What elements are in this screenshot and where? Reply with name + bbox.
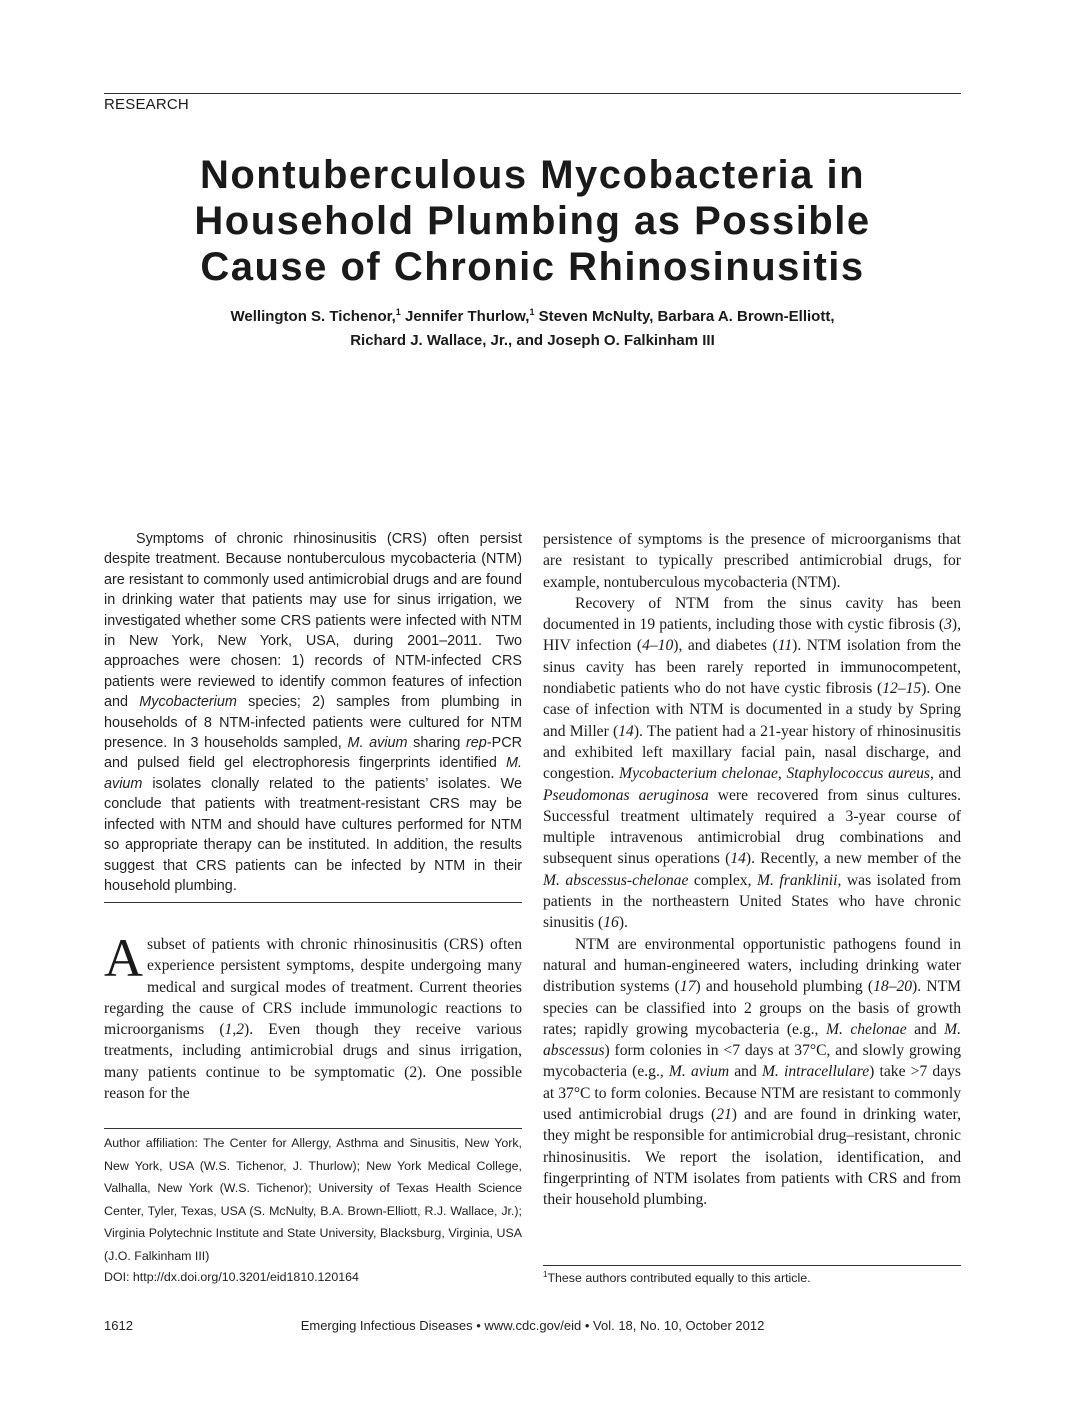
header-rule — [104, 93, 961, 94]
reference-link[interactable]: 12–15 — [882, 680, 922, 698]
doi-link[interactable]: DOI: http://dx.doi.org/10.3201/eid1810.120164 — [104, 1270, 359, 1284]
reference-link[interactable]: 2 — [236, 1021, 245, 1039]
author-affiliation: Author affiliation: The Center for Allergy, Asthma and Sinusitis, New York, New York, USA (W.S. Tichenor, J. Thurlow); New York Medical College, Valhalla, New York (W.S. Tichenor); University of Texas Health Science Center, Tyler, Texas, USA (S. McNulty, B.A. Brown-Elliott, R.J. Wallace, Jr.); Virginia Polytechnic Institute and State University, Blacksburg, Virginia, USA (J.O. Falkinham III) — [104, 1136, 522, 1263]
author-list — [104, 300, 961, 353]
reference-link[interactable]: 17 — [679, 978, 696, 996]
reference-link[interactable]: 16 — [603, 914, 619, 932]
title-line: Cause of Chronic Rhinosinusitis — [200, 245, 865, 289]
author-name: Jennifer Thurlow, — [400, 308, 530, 325]
body-right-column — [543, 529, 961, 1211]
title-line: Household Plumbing as Possible — [194, 199, 871, 243]
abstract-text: Symptoms of chronic rhinosinusitis (CRS) often persist despite treatment. Because nontuberculous mycobacteria (NTM) are resistant to commonly used antimicrobial drugs and are found in drinking water that patients may use for sinus irrigation, we investigated whether some CRS patients were infected with NTM in New York, New York, USA, during 2001–2011. Two approaches were chosen: 1) records of NTM-infected CRS patients were reviewed to identify common features of infection and Mycobacterium species; 2) samples from plumbing in households of 8 NTM-infected patients were cultured for NTM presence. In 3 households sampled, M. avium sharing rep-PCR and pulsed field gel electrophoresis fingerprints identified M. avium isolates clonally related to the patients’ isolates. We conclude that patients with treatment-resistant CRS may be infected with NTM and should have cultures performed for NTM so appropriate therapy can be instituted. In addition, the results suggest that CRS patients can be infected by NTM in their household plumbing. — [104, 531, 522, 894]
author-name: Wellington S. Tichenor, — [230, 308, 396, 325]
reference-link[interactable]: 3 — [944, 616, 952, 634]
reference-link[interactable]: 18–20 — [873, 978, 913, 996]
body-paragraph: NTM are environmental opportunistic pathogens found in natural and human-engineered waters, including drinking water distribution systems (17) and household plumbing (18–20). NTM species can be classified into 2 groups on the basis of growth rates; rapidly growing mycobacteria (e.g., M. chelonae and M. abscessus) form colonies in <7 days at 37°C, and slowly growing mycobacteria (e.g., M. avium and M. intracellulare) take >7 days at 37°C to form colonies. Because NTM are resistant to commonly used antimicrobial drugs (21) and are found in drinking water, they might be responsible for antimicrobial drug–resistant, chronic rhinosinusitis. We report the isolation, identification, and fingerprinting of NTM isolates from patients with CRS and from their household plumbing. — [543, 935, 962, 1209]
article-title — [104, 152, 961, 290]
journal-footer: Emerging Infectious Diseases • www.cdc.gov/eid • Vol. 18, No. 10, October 2012 — [300, 1318, 765, 1333]
abstract-rule — [104, 902, 522, 903]
footnote-mark: 1 — [543, 1270, 548, 1279]
reference-link[interactable]: 21 — [716, 1106, 732, 1124]
abstract — [104, 529, 522, 896]
footnote — [543, 1270, 811, 1285]
intro-paragraph: A subset of patients with chronic rhinosinusitis (CRS) often experience persistent symptoms, despite undergoing many medical and surgical modes of treatment. Current theories regarding the cause of CRS include immunologic reactions to microorganisms (1,2). Even though they receive various treatments, including antimicrobial drugs and sinus irrigation, many patients continue to be symptomatic (2). One possible reason for the — [104, 928, 522, 1103]
title-line: Nontuberculous Mycobacteria in — [199, 153, 866, 197]
author-names: Steven McNulty, Barbara A. Brown-Elliott, — [534, 308, 835, 325]
reference-link[interactable]: 14 — [618, 722, 634, 740]
body-paragraph: persistence of symptoms is the presence of microorganisms that are resistant to typically prescribed antimicrobial drugs, for example, nontuberculous mycobacteria (NTM). — [543, 531, 961, 591]
page-number: 1612 — [104, 1318, 133, 1333]
authors-line-1 — [104, 300, 961, 329]
drop-cap: A — [104, 928, 143, 988]
reference-link[interactable]: 4–10 — [642, 637, 674, 655]
affiliation-rule — [104, 1128, 522, 1129]
footnote-text: These authors contributed equally to this article. — [547, 1271, 811, 1286]
reference-link[interactable]: 11 — [777, 637, 793, 655]
author-footnote-mark: 1 — [529, 307, 535, 317]
author-footnote-mark: 1 — [395, 307, 401, 317]
section-label: RESEARCH — [104, 96, 189, 113]
reference-link[interactable]: 14 — [730, 850, 746, 868]
reference-link[interactable]: 1 — [224, 1021, 233, 1039]
body-paragraph: Recovery of NTM from the sinus cavity has been documented in 19 patients, including those with cystic fibrosis (3), HIV infection (4–10), and diabetes (11). NTM isolation from the sinus cavity has been rarely reported in immunocompetent, nondiabetic patients who do not have cystic fibrosis (12–15). One case of infection with NTM is documented in a study by Spring and Miller (14). The patient had a 21-year history of rhinosinusitis and exhibited left maxillary facial pain, nasal discharge, and congestion. Mycobacterium chelonae, Staphylococcus aureus, and Pseudomonas aeruginosa were recovered from sinus cultures. Successful treatment ultimately required a 3-year course of multiple intravenous antimicrobial drug combinations and subsequent sinus operations (14). Recently, a new member of the M. abscessus-chelonae complex, M. franklinii, was isolated from patients in the northeastern United States who have chronic sinusitis (16). — [543, 594, 962, 932]
footnote-rule — [543, 1265, 961, 1266]
authors-line-2: Richard J. Wallace, Jr., and Joseph O. Falkinham III — [350, 332, 715, 349]
